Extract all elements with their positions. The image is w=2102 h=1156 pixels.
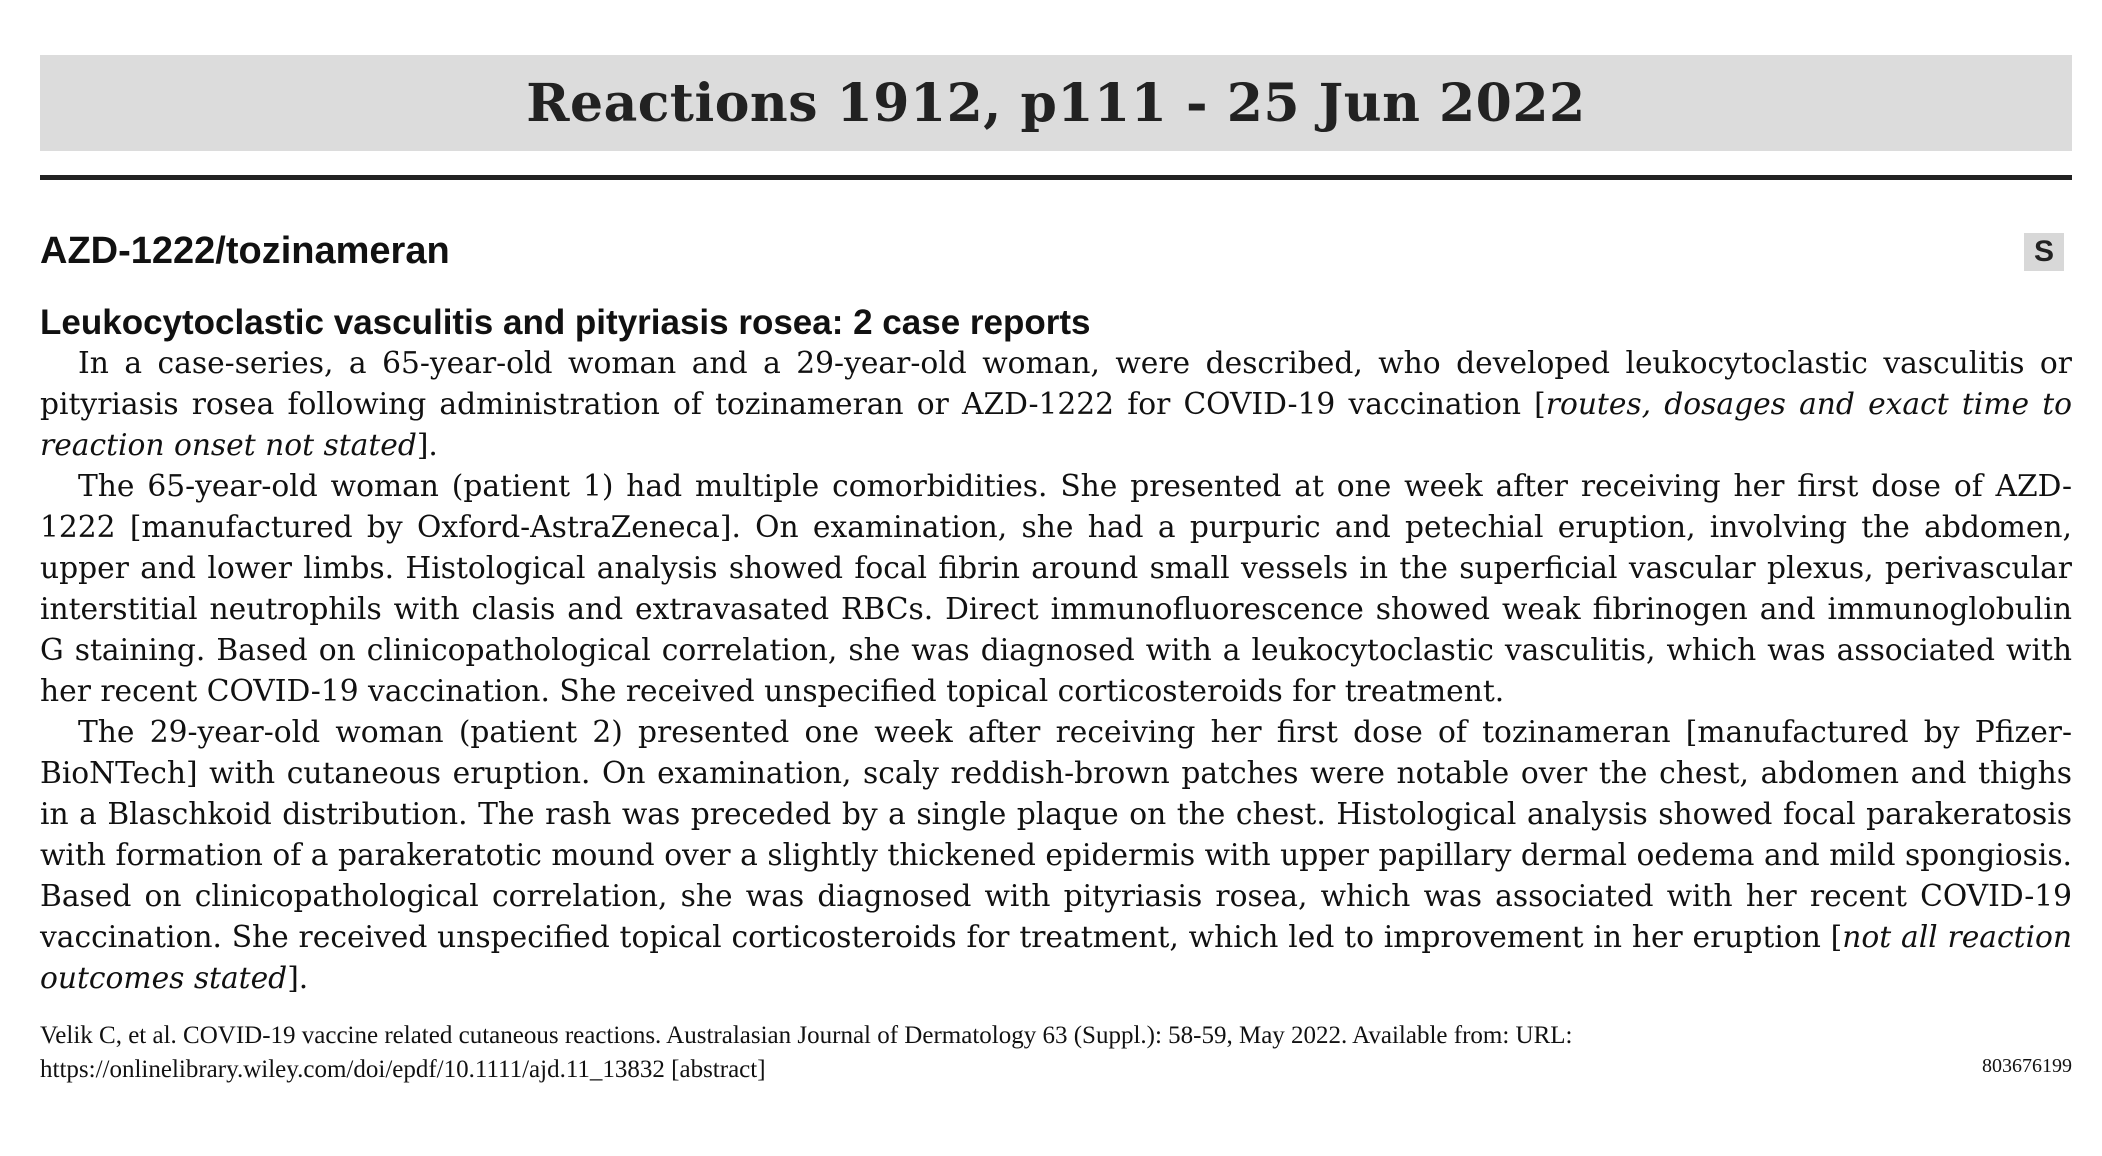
paragraph-3: The 29-year-old woman (patient 2) presented one week after receiving her first dose of tozinameran [manufactured by Pfizer-BioNTech] with cutaneous eruption. On examination, scaly reddish-brown patches were notable over the chest, abdomen and thighs in a Blaschkoid distribution. The rash was preceded by a single plaque on the chest. Histological analysis showed focal parakeratosis with formation of a parakeratotic mound over a slightly thickened epidermis with upper papillary dermal oedema and mild spongiosis. Based on clinicopathological correlation, she was diagnosed with pityriasis rosea, which was associated with her recent COVID-19 vaccination. She received unspecified topical corticosteroids for treatment, which led to improvement in her eruption [not all reaction outcomes stated]. <box>40 715 2073 996</box>
article-body <box>40 343 2072 999</box>
article-title: Leukocytoclastic vasculitis and pityriasis rosea: 2 case reports <box>40 303 1091 342</box>
reference-citation: Velik C, et al. COVID-19 vaccine related cutaneous reactions. Australasian Journal of Dermatology 63 (Suppl.): 58-59, May 2022. Available from: URL: https://onlinelibrary.wiley.com/doi/epdf/10.1111/ajd.11_13832 [abstract] <box>40 1022 1573 1083</box>
drug-name: AZD-1222/tozinameran <box>40 230 450 272</box>
paragraph-2: The 65-year-old woman (patient 1) had multiple comorbidities. She presented at one week after receiving her first dose of AZD-1222 [manufactured by Oxford-AstraZeneca]. On examination, she had a purpuric and petechial eruption, involving the abdomen, upper and lower limbs. Histological analysis showed focal fibrin around small vessels in the superficial vascular plexus, perivascular interstitial neutrophils with clasis and extravasated RBCs. Direct immunofluorescence showed weak fibrinogen and immunoglobulin G staining. Based on clinicopathological correlation, she was diagnosed with a leukocytoclastic vasculitis, which was associated with her recent COVID-19 vaccination. She received unspecified topical corticosteroids for treatment. <box>40 469 2072 709</box>
serious-badge: S <box>2024 233 2064 271</box>
reference-id: 803676199 <box>1982 1055 2072 1077</box>
drug-row <box>40 230 2072 273</box>
header-band <box>40 55 2072 151</box>
paragraph-1: In a case-series, a 65-year-old woman and a 29-year-old woman, were described, who developed leukocytoclastic vasculitis or pityriasis rosea following administration of tozinameran or AZD-1222 for COVID-19 vaccination [routes, dosages and exact time to reaction onset not stated]. <box>40 346 2072 463</box>
header-divider <box>40 175 2072 180</box>
document-page <box>40 55 2072 1087</box>
page-title: Reactions 1912, p111 - 25 Jun 2022 <box>526 72 1586 134</box>
reference <box>40 1019 2072 1087</box>
